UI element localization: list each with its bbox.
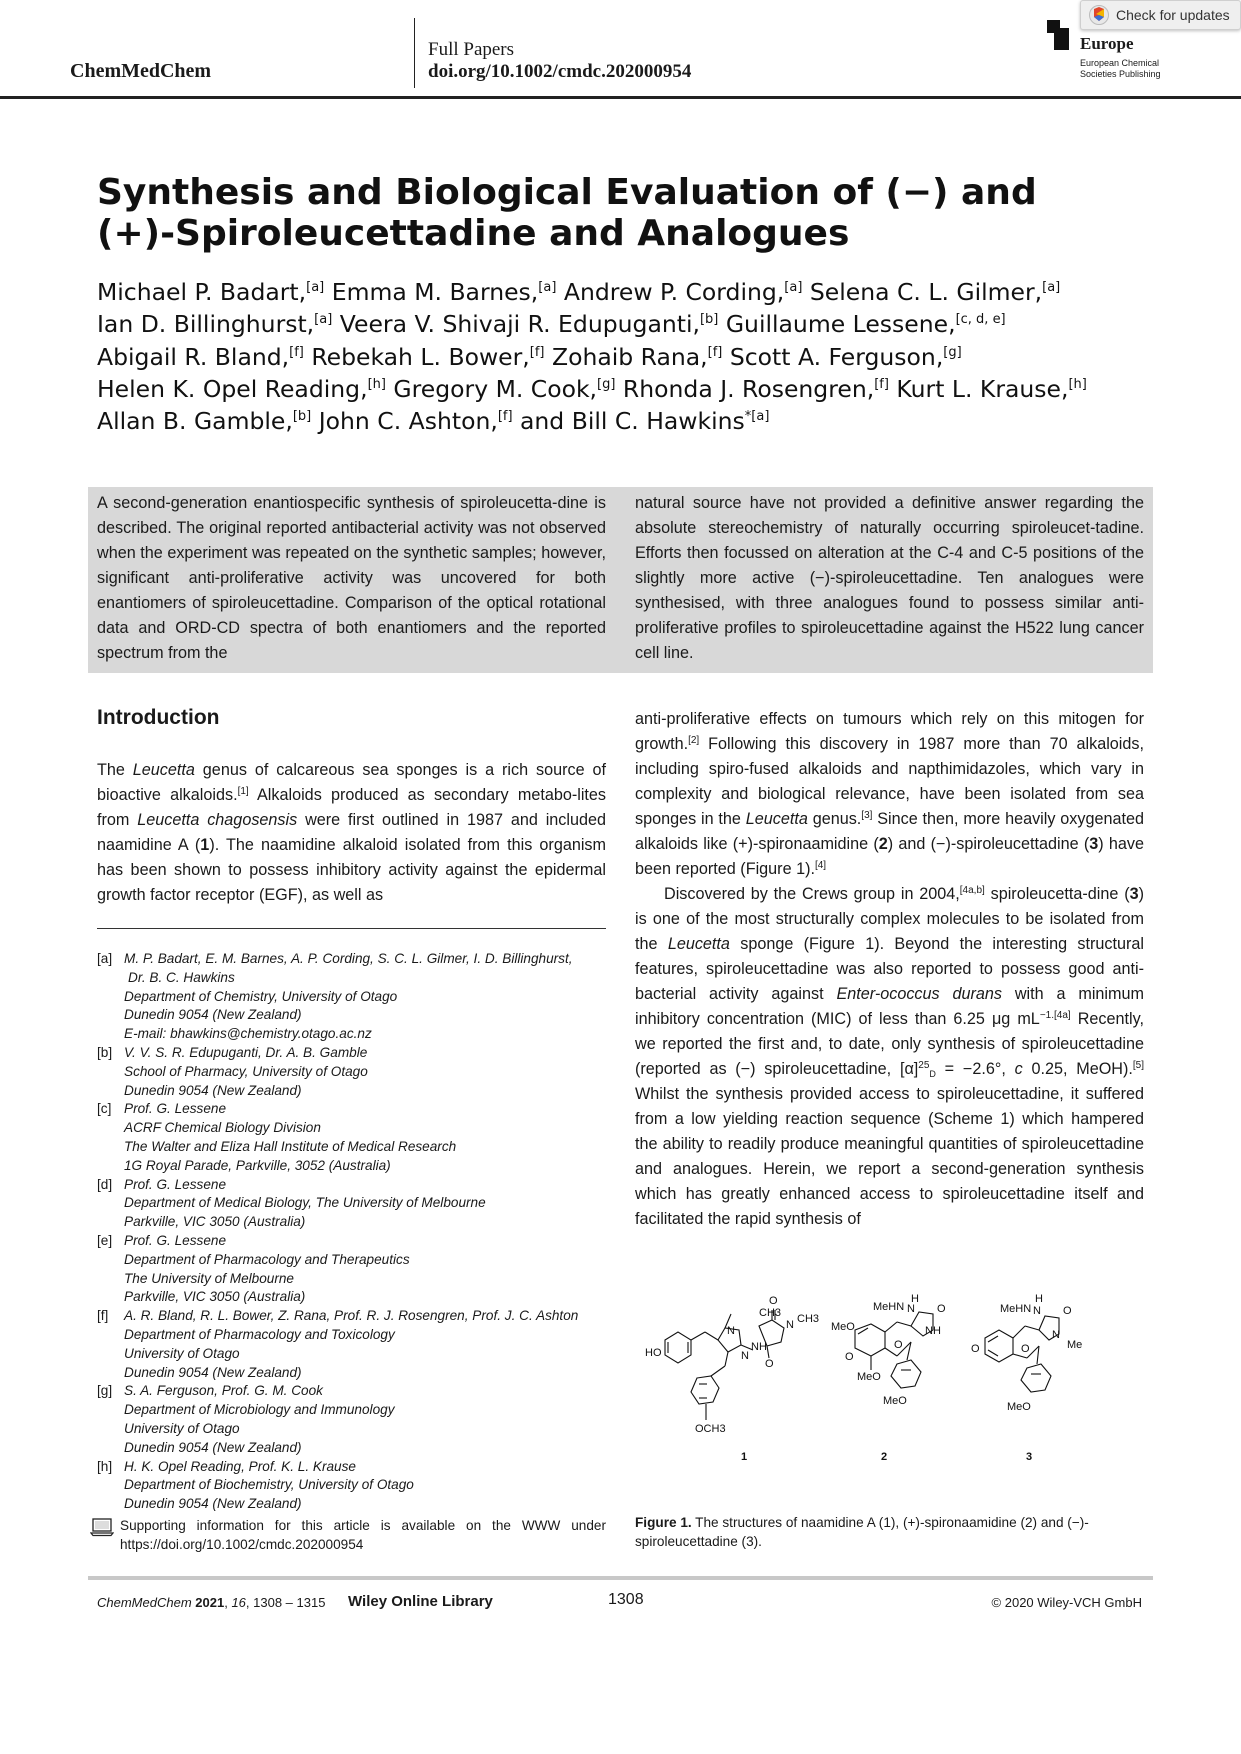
- affiliation-item: [b] V. V. S. R. Edupuganti, Dr. A. B. Gamble School of Pharmacy, University of Otago Dunedin 9054 (New Zealand): [97, 1044, 368, 1098]
- mol3-label: MeO: [1007, 1401, 1031, 1413]
- article-title: Synthesis and Biological Evaluation of (−) and (+)-Spiroleucettadine and Analogues: [97, 172, 1037, 254]
- supporting-info-note: [90, 1516, 606, 1554]
- affiliation-item: [a] M. P. Badart, E. M. Barnes, A. P. Cording, S. C. L. Gilmer, I. D. Billinghurst, Dr. B. C. Hawkins Department of Chemistry, University of Otago Dunedin 9054 (New Zealand) E-mail: bhawkins@chemistry.otago.ac.nz: [97, 950, 617, 1044]
- affiliation-item: [f] A. R. Bland, R. L. Bower, Z. Rana, Prof. R. J. Rosengren, Prof. J. C. Ashton Department of Pharmacology and Toxicology University of Otago Dunedin 9054 (New Zealand): [97, 1308, 579, 1380]
- mol2-label: N: [907, 1303, 915, 1315]
- mol2-label: MeHN: [873, 1301, 905, 1313]
- check-for-updates-label: Check for updates: [1116, 7, 1230, 23]
- abstract-right: natural source have not provided a definitive answer regarding the absolute stereochemistry of naturally occurring spiroleucet-tadine. Efforts then focussed on alteration at the C-4 and C-5 positions of the slightly more active (−)-spiroleucettadine. Ten analogues were synthesised, with three analogues found to possess similar anti-proliferative profiles to spiroleucettadine against the H522 lung cancer cell line.: [635, 494, 1144, 662]
- mol3-label: O: [1063, 1305, 1072, 1317]
- intro-paragraph-1-continued: anti-proliferative effects on tumours which rely on this mitogen for growth.[2] Following this discovery in 1987 more than 70 alkaloids, including spiro-fused alkaloids and napthimidazoles, which vary in complexity and biological relevance, have been isolated from sea sponges in the Leucetta genus.[3] Since then, more heavily oxygenated alkaloids like (+)-spironaamidine (2) and (−)-spiroleucettadine (3) have been reported (Figure 1).[4]: [635, 710, 1144, 878]
- mol3-label: N: [1033, 1305, 1041, 1317]
- mol1-label: O: [765, 1358, 774, 1370]
- mol2-label: H: [911, 1293, 919, 1305]
- journal-name: ChemMedChem: [70, 60, 212, 82]
- mol2-label: MeO: [883, 1395, 907, 1407]
- doi-link[interactable]: doi.org/10.1002/cmdc.202000954: [428, 61, 692, 82]
- mol2-label: O: [845, 1351, 854, 1363]
- crossmark-icon: [1089, 5, 1109, 25]
- mol3-label: O: [1021, 1343, 1030, 1355]
- mol1-label: HO: [645, 1347, 662, 1359]
- affiliation-item: [d] Prof. G. Lessene Department of Medical Biology, The University of Melbourne Parkville, VIC 3050 (Australia): [97, 1176, 486, 1230]
- email-link[interactable]: E-mail: bhawkins@chemistry.otago.ac.nz: [124, 1026, 372, 1042]
- wiley-online-library-link[interactable]: Wiley Online Library: [348, 1593, 493, 1610]
- mol3-label: MeHN: [1000, 1303, 1032, 1315]
- compound-number: 2: [881, 1451, 888, 1463]
- mol1-label: N: [786, 1319, 794, 1331]
- mol2-label: MeO: [857, 1371, 881, 1383]
- page-number: 1308: [608, 1591, 644, 1608]
- footer-bar: [88, 1576, 1153, 1580]
- copyright: © 2020 Wiley-VCH GmbH: [991, 1595, 1142, 1610]
- abstract-box: [88, 487, 1153, 673]
- citation: ChemMedChem 2021, 16, 1308 – 1315: [97, 1595, 326, 1610]
- compound-number: 1: [741, 1451, 748, 1463]
- publisher-subtitle: European Chemical Societies Publishing: [1080, 58, 1161, 79]
- check-for-updates-button[interactable]: [1080, 0, 1241, 30]
- mol1-label: CH3: [797, 1313, 820, 1325]
- mol3-label: O: [971, 1343, 980, 1355]
- mol1-label: CH3: [759, 1307, 782, 1319]
- header-divider: [414, 18, 415, 88]
- figure-1-caption: Figure 1. The structures of naamidine A (1), (+)-spironaamidine (2) and (−)-spiroleucettadine (3).: [635, 1515, 1089, 1549]
- affiliation-item: [h] H. K. Opel Reading, Prof. K. L. Krause Department of Biochemistry, University of Otago Dunedin 9054 (New Zealand): [97, 1458, 414, 1512]
- laptop-icon: [90, 1517, 114, 1537]
- mol3-label: Me: [1067, 1339, 1083, 1351]
- mol2-label: O: [937, 1303, 946, 1315]
- affiliation-item: [g] S. A. Ferguson, Prof. G. M. Cook Department of Microbiology and Immunology University of Otago Dunedin 9054 (New Zealand): [97, 1383, 395, 1455]
- section-heading-introduction: Introduction: [97, 706, 220, 729]
- intro-paragraph-1: The Leucetta genus of calcareous sea sponges is a rich source of bioactive alkaloids.[1] Alkaloids produced as secondary metabo-lites from Leucetta chagosensis were first outlined in 1987 and included naamidine A (1). The naamidine alkaloid isolated from this organism has been shown to possess inhibitory activity against the epidermal growth factor receptor (EGF), as well as: [97, 761, 607, 904]
- affiliation-item: [c] Prof. G. Lessene ACRF Chemical Biology Division The Walter and Eliza Hall Institute of Medical Research 1G Royal Parade, Parkville, 3052 (Australia): [97, 1101, 457, 1173]
- compound-number: 3: [1026, 1451, 1033, 1463]
- header-rule: [0, 96, 1241, 99]
- mol3-label: H: [1035, 1293, 1043, 1305]
- mol2-label: O: [894, 1339, 903, 1351]
- mol1-label: NH: [751, 1341, 767, 1353]
- mol1-label: OCH3: [695, 1423, 726, 1435]
- publisher-word: Europe: [1080, 34, 1134, 53]
- affiliations: [97, 950, 617, 1514]
- chemistry-europe-logo-icon: [1047, 20, 1069, 50]
- mol3-label: N: [1052, 1329, 1060, 1341]
- mol1-label: O: [769, 1295, 778, 1307]
- intro-paragraph-2: Discovered by the Crews group in 2004,[4a,b] spiroleucetta-dine (3) is one of the most structurally complex molecules to be isolated from the Leucetta sponge (Figure 1). Beyond the interesting structural features, spiroleucettadine was also reported to possess good anti-bacterial activity against Enter-ococcus durans with a minimum inhibitory concentration (MIC) of less than 6.25 μg $mL^{-1.[4a]}$ Recently, we reported the first and, to date, only synthesis of spiroleucettadine (reported as (−) spiroleucettadine, $[\alpha]^{25}_D = -2.6^\circ$, c 0.25, MeOH).[5] Whilst the synthesis provided access to spiroleucettadine, it suffered from a low yielding reaction sequence (Scheme 1) which hampered the ability to readily produce meaningful quantities of spiroleucettadine and analogues. Herein, we report a second-generation synthesis which has greatly enhanced access to spiroleucettadine itself and facilitated the rapid synthesis of: [635, 885, 1144, 1228]
- mol2-label: MeO: [831, 1321, 855, 1333]
- mol1-label: N: [727, 1325, 735, 1337]
- affiliation-item: [e] Prof. G. Lessene Department of Pharmacology and Therapeutics The University of Melbourne Parkville, VIC 3050 (Australia): [97, 1232, 410, 1305]
- abstract-left: A second-generation enantiospecific synthesis of spiroleucetta-dine is described. The original reported antibacterial activity was not observed when the experiment was repeated on the synthetic samples; however, significant anti-proliferative activity was uncovered for both enantiomers of spiroleucettadine. Comparison of the optical rotational data and ORD-CD spectra of both enantiomers and the reported spectrum from the: [97, 494, 606, 662]
- mol2-label: NH: [925, 1325, 941, 1337]
- figure-1-structures: [635, 1290, 1155, 1490]
- author-list: Michael P. Badart,[a] Emma M. Barnes,[a] Andrew P. Cording,[a] Selena C. L. Gilmer,[a] Ian D. Billinghurst,[a] Veera V. Shivaji R. Edupuganti,[b] Guillaume Lessene,[c, d, e] Abigail R. Bland,[f] Rebekah L. Bower,[f] Zohaib Rana,[f] Scott A. Ferguson,[g] Helen K. Opel Reading,[h] Gregory M. Cook,[g] Rhonda J. Rosengren,[f] Kurt L. Krause,[h] Allan B. Gamble,[b] John C. Ashton,[f] and Bill C. Hawkins$^{*[a]}$: [97, 278, 1087, 436]
- footnote-rule: [97, 928, 606, 929]
- article-type: Full Papers: [428, 39, 515, 60]
- supporting-info-text[interactable]: Supporting information for this article is available on the WWW under https://doi.org/10.1002/cmdc.202000954: [120, 1518, 606, 1552]
- mol1-label: N: [741, 1350, 749, 1362]
